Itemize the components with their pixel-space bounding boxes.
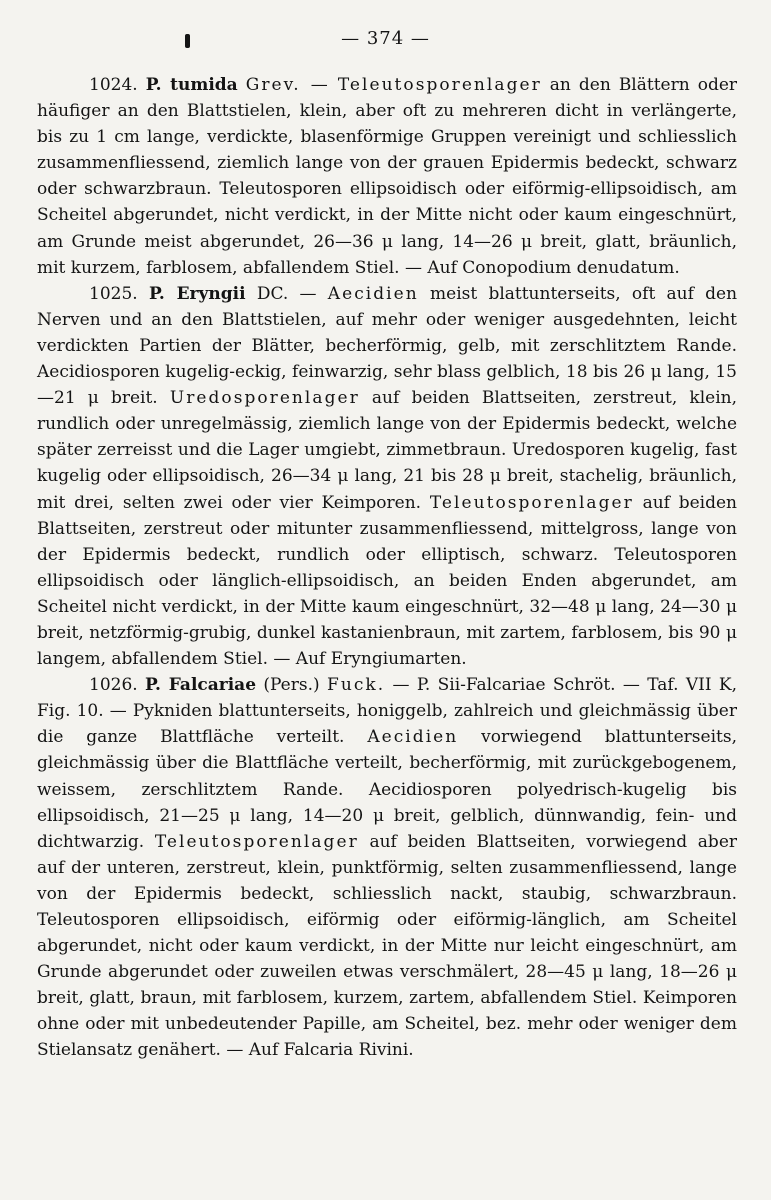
entry-text: auf beiden Blattseiten, zerstreut oder mitunter zusammenfliessend, mittelgross, lange von der Epidermis bedeckt, rundlich oder elliptisch, schwarz. Teleutosporen ellipsoidisch oder länglich-ellipsoidisch, an beiden Enden abgerundet, am Scheitel nicht verdickt, in der Mitte kaum eingeschnürt, 32—48 μ lang, 24—30 μ breit, netzförmig-grubig, dunkel kastanienbraun, mit zartem, farblosem, bis 90 μ langem, abfallendem Stiel. — Auf Eryngiumarten. — [37, 492, 738, 670]
entry-text: auf beiden Blattseiten, vorwiegend aber auf der unteren, zerstreut, klein, punktförmig, selten zusammenfliessend, lange von der Epidermis bedeckt, schliesslich nackt, staubig, schwarzbraun. Teleutosporen ellipsoidisch, eiförmig oder eiförmig-länglich, am Scheitel abgerundet, nicht oder kaum verdickt, in der Mitte nur leicht eingeschnürt, am Grunde abgerundet oder zuweilen etwas verschmälert, 28—45 μ lang, 18—26 μ breit, glatt, braun, mit farblosem, kurzem, zartem, abfallendem Stiel. Keimporen ohne oder mit unbedeutender Papille, am Scheitel, bez. mehr oder weniger dem Stielansatz genähert. — Auf Falcaria Rivini. — [37, 831, 738, 1061]
spaced-term: Teleutosporenlager — [154, 831, 359, 852]
entry-text: — P. Sii-Falcariae Schröt. — Taf. VII K, Fig. 10. — Pykniden blattunterseits, honiggelb, zahlreich und gleichmässig über die ganze Blattfläche verteilt. — [37, 675, 738, 748]
spaced-term: Uredosporenlager — [169, 388, 360, 409]
entry-number: 1026. — [89, 675, 138, 696]
entry-1025 — [37, 281, 737, 672]
entry-number: 1024. — [89, 75, 138, 95]
entry-text: auf beiden Blattseiten, zerstreut, klein, rundlich oder unregelmässig, ziemlich lange von der Epidermis bedeckt, welche später zerreisst und die Lager umgiebt, zimmetbraun. Uredosporen kugelig, fast kugelig oder ellipsoidisch, 26—34 μ lang, 21 bis 28 μ breit, stachelig, bräunlich, mit drei, selten zwei oder vier Keimporen. — [37, 388, 738, 513]
spaced-author: Fuck. — [327, 675, 386, 696]
author: DC. — — [256, 283, 317, 304]
spaced-term: Aecidien — [367, 727, 459, 748]
entry-text: an den Blättern oder häufiger an den Blattstielen, klein, aber oft zu mehreren dicht in verlängerte, bis zu 1 cm lange, verdickte, blasenförmige Gruppen vereinigt und schliesslich zusammenfliessend, ziemlich lange von der grauen Epidermis bedeckt, schwarz oder schwarzbraun. Teleutosporen ellipsoidisch oder eiförmig-ellipsoidisch, am Scheitel abgerundet, nicht verdickt, in der Mitte nicht oder kaum eingeschnürt, am Grunde meist abgerundet, 26—36 μ lang, 14—26 μ breit, glatt, bräunlich, mit kurzem, farblosem, abfallendem Stiel. — Auf Conopodium denudatum. — [37, 75, 738, 278]
page-body — [37, 72, 737, 1064]
entry-number: 1025. — [89, 283, 138, 304]
page-number: — 374 — — [341, 28, 430, 49]
spaced-term: Teleutosporenlager — [429, 492, 634, 513]
entry-text: meist blattunterseits, oft auf den Nerven und an den Blattstielen, auf mehr oder weniger ausgedehnten, leicht verdickten Partien der Blätter, becherförmig, gelb, mit zerschlitztem Rande. Aecidiosporen kugelig-eckig, feinwarzig, sehr blass gelblich, 18 bis 26 μ lang, 15—21 μ breit. — [37, 283, 738, 409]
entry-1024 — [37, 72, 737, 281]
spaced-term: Teleutosporenlager — [337, 75, 542, 95]
spaced-term: Aecidien — [327, 283, 419, 304]
author: Grev. — — [245, 75, 330, 95]
species-name: P. Eryngii — [148, 283, 246, 304]
species-name: P. tumida — [145, 75, 238, 95]
entry-text: vorwiegend blattunterseits, gleichmässig über die Blattfläche verteilt, becherförmig, mit zurückgebogenem, weissem, zerschlitztem Rande. Aecidiosporen polyedrisch-kugelig bis ellipsoidisch, 21—25 μ lang, 14—20 μ breit, gelblich, dünnwandig, fein- und dichtwarzig. — [37, 727, 737, 852]
entry-1026 — [37, 672, 737, 1063]
species-name: P. Falcariae — [145, 675, 257, 696]
author: (Pers.) — [263, 675, 320, 696]
